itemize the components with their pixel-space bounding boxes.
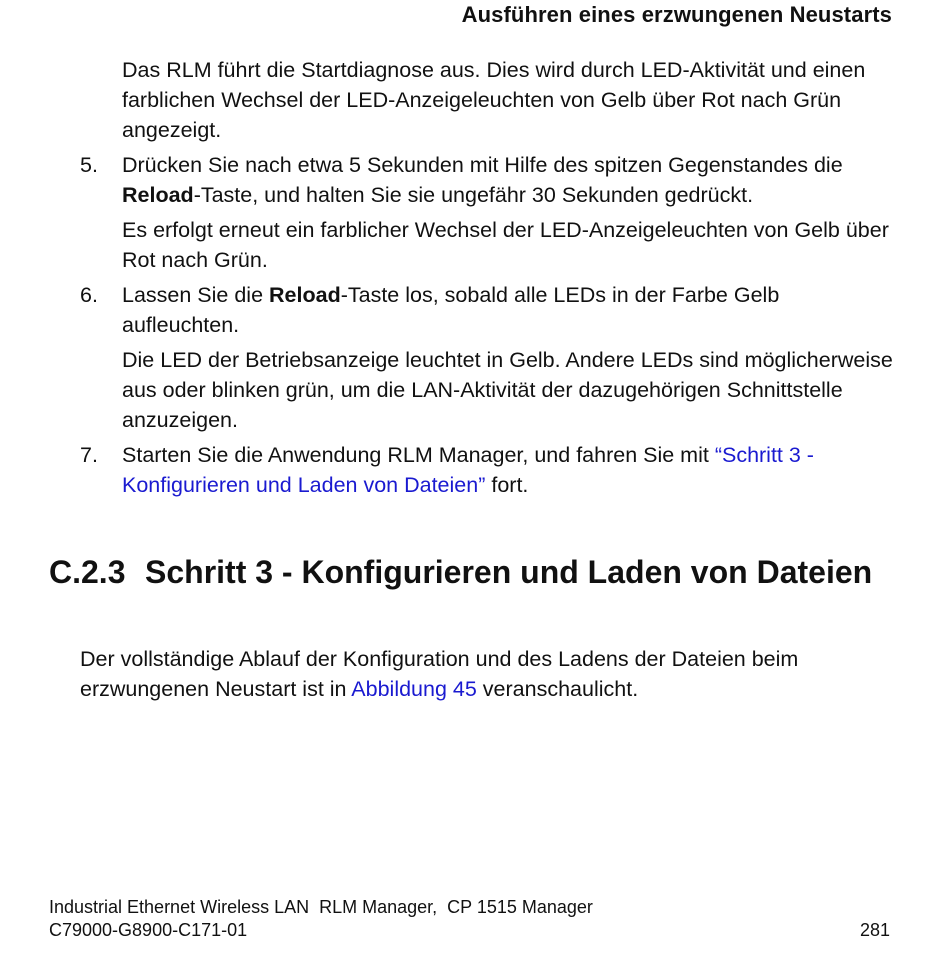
list-item-step-5 bbox=[80, 150, 902, 210]
page-footer bbox=[49, 896, 593, 942]
step-text-before: Drücken Sie nach etwa 5 Sekunden mit Hilfe des spitzen Gegenstandes die bbox=[122, 153, 843, 177]
step-text-after: fort. bbox=[485, 473, 529, 497]
step-number: 7. bbox=[80, 443, 98, 467]
list-item-step-7 bbox=[80, 440, 902, 500]
footer-product-line: Industrial Ethernet Wireless LAN RLM Manager, CP 1515 Manager bbox=[49, 897, 593, 917]
step-number: 5. bbox=[80, 153, 98, 177]
section-text-after: veranschaulicht. bbox=[476, 677, 639, 701]
cross-reference-link[interactable]: “Schritt 3 - Konfigurieren und Laden von Dateien” bbox=[122, 443, 814, 497]
step-6-note: Die LED der Betriebsanzeige leuchtet in Gelb. Andere LEDs sind möglicherweise aus oder blinken grün, um die LAN-Aktivität der dazugehörigen Schnittstelle anzuzeigen. bbox=[122, 348, 893, 432]
section-number: C.2.3 bbox=[49, 554, 126, 590]
step-text-before: Lassen Sie die bbox=[122, 283, 270, 307]
step-5-note: Es erfolgt erneut ein farblicher Wechsel der LED-Anzeigeleuchten von Gelb über Rot nach Grün. bbox=[122, 218, 889, 272]
reload-key-label: Reload bbox=[122, 183, 194, 207]
step-text bbox=[122, 150, 902, 210]
step-text bbox=[122, 280, 902, 340]
section-heading bbox=[49, 552, 909, 592]
figure-reference-link[interactable]: Abbildung 45 bbox=[351, 677, 477, 701]
section-title: Schritt 3 - Konfigurieren und Laden von Dateien bbox=[145, 554, 873, 590]
section-text-before: Der vollständige Ablauf der Konfiguration und des Ladens der Dateien beim erzwungenen Neustart ist in bbox=[80, 647, 799, 701]
step-text-before: Starten Sie die Anwendung RLM Manager, und fahren Sie mit bbox=[122, 443, 715, 467]
footer-document-id: C79000-G8900-C171-01 bbox=[49, 920, 248, 940]
running-header: Ausführen eines erzwungenen Neustarts bbox=[461, 2, 892, 27]
reload-key-label: Reload bbox=[269, 283, 341, 307]
step-number: 6. bbox=[80, 283, 98, 307]
section-paragraph bbox=[80, 644, 910, 704]
step-text bbox=[122, 440, 902, 500]
intro-paragraph: Das RLM führt die Startdiagnose aus. Dies wird durch LED-Aktivität und einen farblichen Wechsel der LED-Anzeigeleuchten von Gelb über Rot nach Grün angezeigt. bbox=[122, 58, 866, 142]
list-item-step-6 bbox=[80, 280, 902, 340]
step-text-after: -Taste, und halten Sie sie ungefähr 30 Sekunden gedrückt. bbox=[193, 183, 754, 207]
page-number: 281 bbox=[859, 920, 890, 940]
step-text-after: -Taste los, sobald alle LEDs in der Farbe Gelb aufleuchten. bbox=[122, 283, 780, 337]
